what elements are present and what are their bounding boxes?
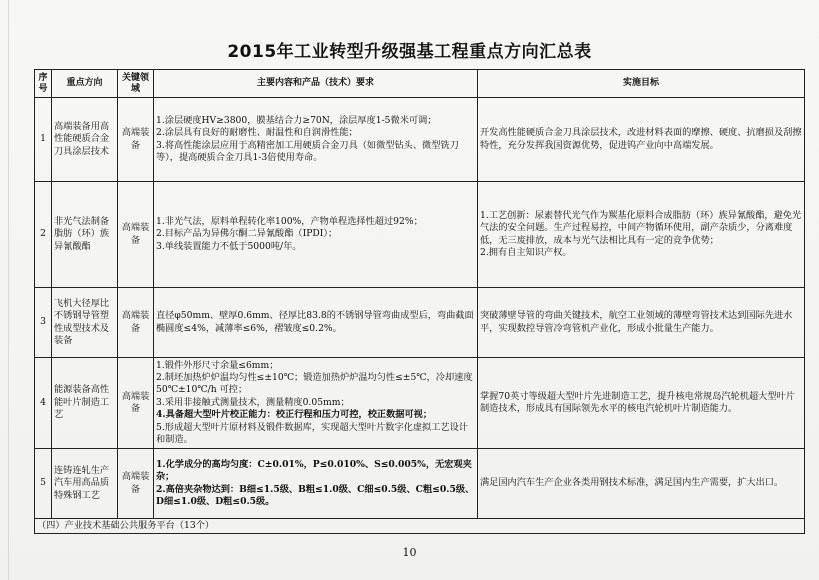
content-line: 1.锻件外形尺寸余量≤6mm； bbox=[156, 359, 279, 371]
header-direction: 重点方向 bbox=[52, 70, 118, 98]
row-content bbox=[154, 98, 478, 182]
footer-section-label: （四）产业技术基础公共服务平台（13个） bbox=[35, 519, 805, 534]
table-row bbox=[35, 182, 805, 288]
row-goal: 掌握70英寸等级超大型叶片先进制造工艺，提升核电常规岛汽轮机超大型叶片制造技术，形成具有国际领先水平的核电汽轮机叶片制造能力。 bbox=[478, 358, 805, 449]
row-field: 高端装备 bbox=[118, 358, 154, 449]
content-line: 1.涂层硬度HV≥3800，膜基结合力≥70N，涂层厚度1-5微米可调； bbox=[156, 114, 437, 126]
row-field: 高端装备 bbox=[118, 288, 154, 358]
row-field: 高端装备 bbox=[118, 449, 154, 519]
row-direction: 高端装备用高性能硬质合金刀具涂层技术 bbox=[52, 98, 118, 182]
row-direction: 飞机大径厚比不锈钢导管塑性成型技术及装备 bbox=[52, 288, 118, 358]
content-line: 5.形成超大型叶片原材料及锻件数据库，实现超大型叶片数字化虚拟工艺设计和制造。 bbox=[156, 421, 468, 446]
row-goal: 满足国内汽车生产企业各类用钢技术标准，满足国内生产需要，扩大出口。 bbox=[478, 449, 805, 519]
row-field: 高端装备 bbox=[118, 98, 154, 182]
row-content bbox=[154, 358, 478, 449]
content-line: 1.化学成分的高均匀度：C±0.01%，P≤0.010%、S≤0.005%，无宏观夹杂； bbox=[156, 458, 472, 483]
table-row bbox=[35, 449, 805, 519]
row-direction: 非光气法制备脂肪（环）族异氰酸酯 bbox=[52, 182, 118, 288]
row-content bbox=[154, 449, 478, 519]
content-line: 4.具备超大型叶片校正能力：校正行程和压力可控，校正数据可视； bbox=[156, 409, 433, 421]
table-row bbox=[35, 358, 805, 449]
table-footer-row bbox=[35, 519, 805, 534]
table-row bbox=[35, 288, 805, 358]
header-content: 主要内容和产品（技术）要求 bbox=[154, 70, 478, 98]
content-line: 3.单线装置能力不低于5000吨/年。 bbox=[156, 240, 302, 252]
row-content bbox=[154, 182, 478, 288]
row-direction: 连铸连轧生产汽车用高品质特殊钢工艺 bbox=[52, 449, 118, 519]
content-line: 2.涂层具有良好的耐磨性、耐温性和自润滑性能； bbox=[156, 127, 358, 139]
header-field: 关键领域 bbox=[118, 70, 154, 98]
page-number: 10 bbox=[402, 546, 417, 559]
binding-line bbox=[8, 0, 9, 580]
row-goal: 突破薄壁导管的弯曲关键技术，航空工业领域的薄壁弯管技术达到国际先进水平，实现数控导管冷弯管机产业化，形成小批量生产能力。 bbox=[478, 288, 805, 358]
row-goal: 1.工艺创新：尿素替代光气作为羰基化原料合成脂肪（环）族异氰酸酯，避免光气法的安全问题。生产过程易控，中间产物循环使用，副产杂质少，分离难度低，无三废排放，成本与光气法相比具有一定的竞争优势； 2.拥有自主知识产权。 bbox=[478, 182, 805, 288]
row-number: 4 bbox=[35, 358, 52, 449]
content-line: 3.采用非接触式测量技术，测量精度0.05mm； bbox=[156, 396, 350, 408]
content-line: 1.非光气法，原料单程转化率100%，产物单程选择性超过92%； bbox=[156, 215, 423, 227]
summary-table bbox=[34, 69, 805, 534]
table-header-row bbox=[35, 70, 805, 98]
table-body bbox=[35, 98, 805, 519]
header-goal: 实施目标 bbox=[478, 70, 805, 98]
content-line: 2.制坯加热炉炉温均匀性≤±10℃；锻造加热炉炉温均匀性≤±5℃，冷却速度50℃±10℃/h 可控； bbox=[156, 371, 473, 396]
row-number: 5 bbox=[35, 449, 52, 519]
content-line: 2.高倍夹杂物达到：B细≤1.5级、B粗≤1.0级、C细≤0.5级、C粗≤0.5级、D细≤1.0级、D粗≤0.5级。 bbox=[156, 483, 475, 507]
row-number: 2 bbox=[35, 182, 52, 288]
row-goal: 开发高性能硬质合金刀具涂层技术，改进材料表面的摩擦、硬度、抗磨损及刮擦特性，充分发挥我国资源优势，促进钨产业向中高端发展。 bbox=[478, 98, 805, 182]
content-line: 3.将高性能涂层应用于高精密加工用硬质合金刀具（如微型钻头、微型铣刀等），提高硬质合金刀具1-3倍使用寿命。 bbox=[156, 139, 459, 163]
row-number: 3 bbox=[35, 288, 52, 358]
content-line: 直径φ50mm、壁厚0.6mm、径厚比83.8的不锈钢导管弯曲成型后，弯曲截面椭圆度≤4%，减薄率≤6%，褶皱度≤0.2%。 bbox=[156, 310, 474, 334]
header-no: 序号 bbox=[35, 70, 52, 98]
content-line: 2.目标产品为异佛尔酮二异氰酸酯（IPDI）； bbox=[156, 228, 338, 240]
row-field: 高端装备 bbox=[118, 182, 154, 288]
row-direction: 能源装备高性能叶片制造工艺 bbox=[52, 358, 118, 449]
row-number: 1 bbox=[35, 98, 52, 182]
row-content bbox=[154, 288, 478, 358]
table-row bbox=[35, 98, 805, 182]
page-title: 2015年工业转型升级强基工程重点方向汇总表 bbox=[227, 42, 592, 62]
